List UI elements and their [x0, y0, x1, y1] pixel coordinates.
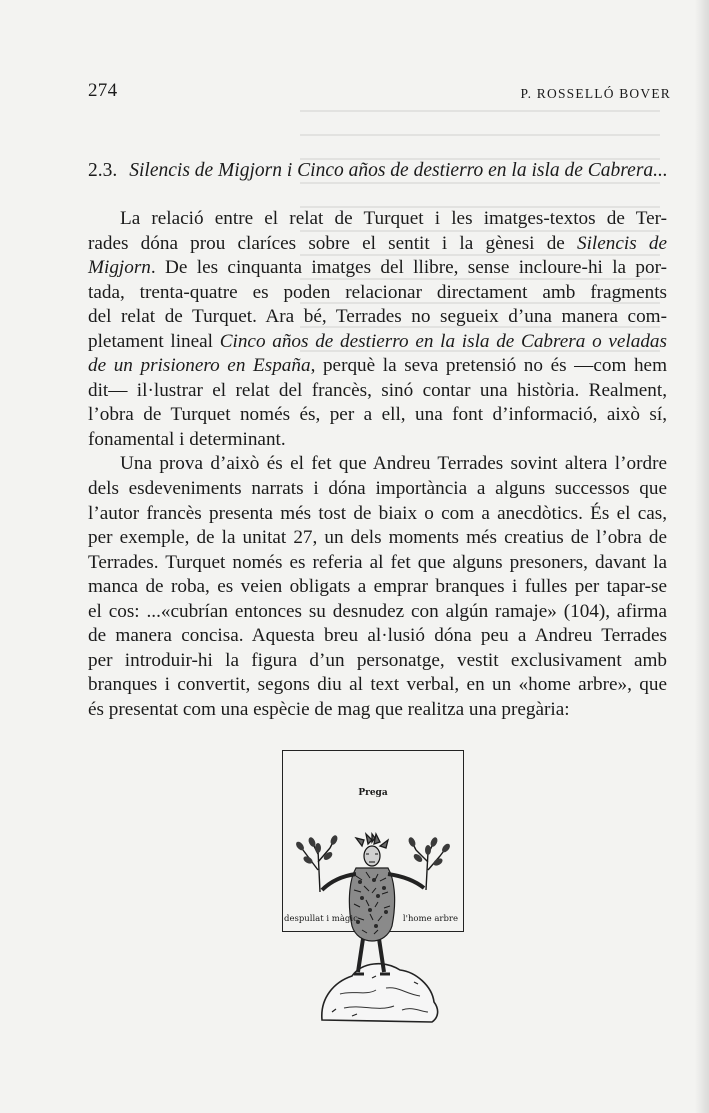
- figure-title: Prega: [358, 788, 388, 798]
- text-line: per exemple, de la unitat 27, un dels moments més creatius de l’obra de: [88, 527, 667, 549]
- text-line: La relació entre el relat de Turquet i les imatges-textos de Ter-: [120, 208, 667, 229]
- rock-shape: [322, 964, 438, 1022]
- section-number: 2.3.: [88, 160, 118, 181]
- page-edge-shadow: [695, 0, 709, 1113]
- text-line: del relat de Turquet. Ara bé, Terrades no segueix d’una manera com-: [88, 306, 667, 328]
- page-number: 274: [88, 80, 118, 101]
- figure-tree-man: [282, 750, 464, 1028]
- text-line: l’obra de Turquet només és, per a ell, una font d’informació, això sí,: [88, 404, 667, 426]
- head: [364, 846, 380, 866]
- text-line: Migjorn. De les cinquanta imatges del llibre, sense incloure-hi la por-: [88, 257, 667, 279]
- paragraph-2: [88, 452, 667, 722]
- text-line: per introduir-hi la figura d’un personatge, vestit exclusivament amb: [88, 649, 667, 671]
- page-header: [88, 80, 671, 108]
- section-title: Silencis de Migjorn i Cinco años de destierro en la isla de Cabrera...: [129, 160, 668, 181]
- italic-title: Silencis de: [577, 232, 667, 254]
- text-line: Una prova d’això és el fet que Andreu Terrades sovint altera l’ordre: [120, 453, 667, 475]
- text-line: rades dóna prou claríces sobre el sentit i la gènesi de Silencis de: [88, 232, 667, 254]
- italic-title: de un prisionero en España: [88, 355, 311, 377]
- text-line: tada, trenta-quatre es poden relacionar directament amb fragments: [88, 281, 667, 303]
- body-text: [88, 207, 667, 722]
- text-line: fonamental i determinant.: [88, 428, 286, 450]
- text-line: de un prisionero en España, perquè la seva pretensió no és —com hem: [88, 355, 667, 377]
- section-heading: [88, 160, 678, 182]
- italic-title: Cinco años de destierro en la isla de Cabrera o veladas: [219, 330, 667, 352]
- text-line: el cos: ...«cubrían entonces su desnudez con algún ramaje» (104), afirma: [88, 600, 667, 622]
- figure-caption-right: l'home arbre: [402, 914, 458, 924]
- italic-title: Migjorn: [88, 257, 151, 279]
- text-line: de manera concisa. Aquesta breu al·lusió dóna peu a Andreu Terrades: [88, 625, 667, 647]
- text-line: pletament lineal Cinco años de destierro en la isla de Cabrera o veladas: [88, 330, 667, 352]
- text-line: dit— il·lustrar el relat del francès, sinó contar una història. Realment,: [88, 379, 667, 401]
- text-line: l’autor francès presenta més tost de biaix o com a anecdòtics. És el cas,: [88, 502, 667, 524]
- paragraph-1: [88, 207, 667, 452]
- text-line: Terrades. Turquet només es referia al fet que alguns presoners, davant la: [88, 551, 667, 573]
- text-line: és presentat com una espècie de mag que realitza una pregària:: [88, 698, 570, 720]
- figure-caption-left: despullat i màgic: [284, 914, 358, 924]
- running-head: P. ROSSELLÓ BOVER: [520, 86, 671, 101]
- text-line: dels esdeveniments narrats i dóna importància a alguns successos que: [88, 478, 667, 500]
- text-line: manca de roba, es veien obligats a emprar branques i fulles per tapar-se: [88, 576, 667, 598]
- leafy-body: [349, 868, 394, 941]
- text-line: branques i convertit, segons diu al text verbal, en un «home arbre», que: [88, 674, 667, 696]
